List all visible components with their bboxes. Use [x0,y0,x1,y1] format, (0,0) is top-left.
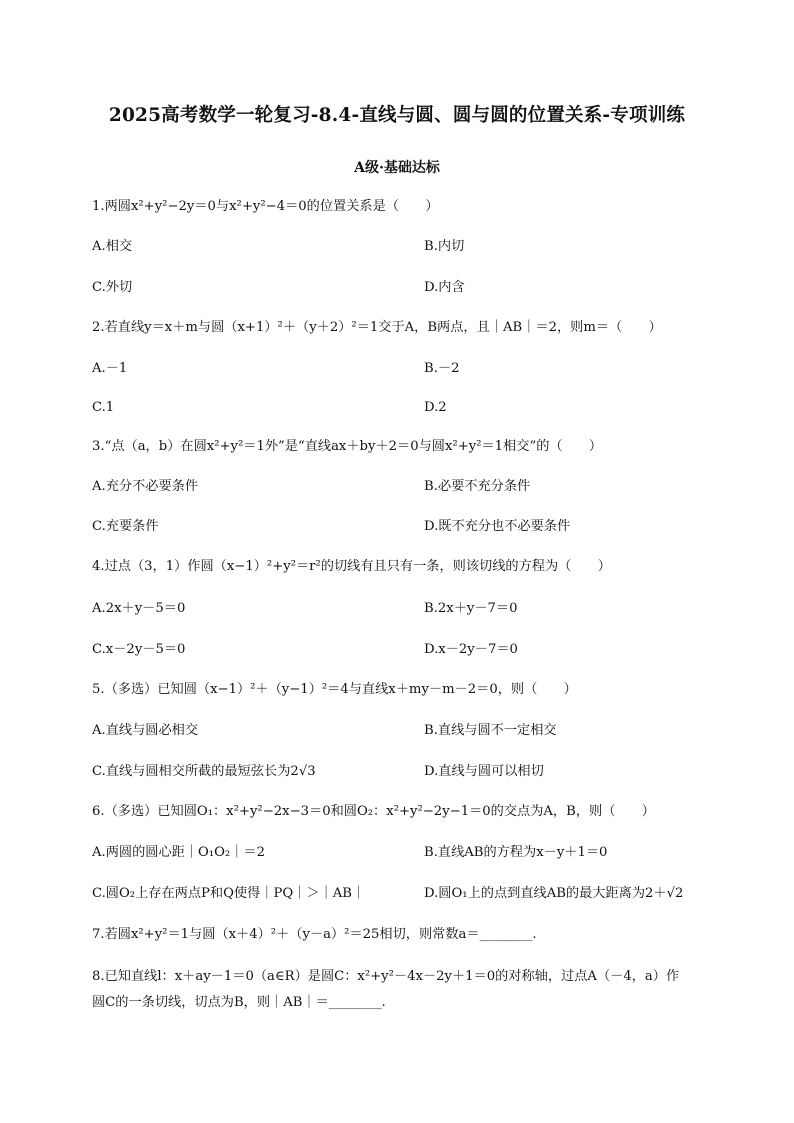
section-heading: A级·基础达标 [354,160,440,176]
question-1-option-b: B.内切 [424,239,465,254]
question-3-option-d: D.既不充分也不必要条件 [424,519,571,534]
question-2-option-b: B.－2 [424,361,460,376]
question-3-option-b: B.必要不充分条件 [424,479,531,494]
question-2-option-c: C.1 [92,400,115,415]
question-6-stem: 6.（多选）已知圆O₁：x²+y²−2x−3＝0和圆O₂：x²+y²−2y−1＝0的交点为A，B，则（ ） [92,804,655,819]
question-5-stem: 5.（多选）已知圆（x−1）²＋（y−1）²＝4与直线x＋my－m－2＝0，则（ ） [92,682,577,697]
question-8-stem: 8.已知直线l：x＋ay－1＝0（a∈R）是圆C：x²+y²－4x－2y＋1＝0的对称轴，过点A（－4，a）作 [92,969,680,984]
question-6-option-b: B.直线AB的方程为x－y＋1＝0 [424,845,608,860]
document-title: 2025高考数学一轮复习-8.4-直线与圆、圆与圆的位置关系-专项训练 [108,105,686,126]
question-3-option-c: C.充要条件 [92,519,159,534]
question-2-option-a: A.－1 [92,361,128,376]
question-5-option-b: B.直线与圆不一定相交 [424,723,557,738]
question-6-option-c: C.圆O₂上存在两点P和Q使得｜PQ｜＞｜AB｜ [92,886,366,901]
question-2-stem: 2.若直线y＝x＋m与圆（x+1）²＋（y＋2）²＝1交于A，B两点，且｜AB｜＝2，则m＝（ ） [92,320,662,335]
question-4-stem: 4.过点（3，1）作圆（x−1）²+y²＝r²的切线有且只有一条，则该切线的方程为（ ） [92,559,611,574]
question-1-option-a: A.相交 [92,239,133,254]
question-6-option-d: D.圆O₁上的点到直线AB的最大距离为2＋√2 [424,886,684,901]
question-5-option-a: A.直线与圆必相交 [92,723,199,738]
question-1-option-c: C.外切 [92,280,133,295]
question-5-option-c: C.直线与圆相交所截的最短弦长为2√3 [92,764,316,779]
question-4-option-c: C.x－2y－5＝0 [92,642,186,657]
question-5-option-d: D.直线与圆可以相切 [424,764,544,779]
question-4-option-a: A.2x＋y－5＝0 [92,601,186,616]
question-4-option-d: D.x－2y－7＝0 [424,642,518,657]
question-8-stem-continued: 圆C的一条切线，切点为B，则｜AB｜＝________. [92,995,386,1010]
question-6-option-a: A.两圆的圆心距｜O₁O₂｜＝2 [92,845,265,860]
question-3-stem: 3.“点（a，b）在圆x²+y²＝1外”是“直线ax＋by＋2＝0与圆x²+y²＝1相交”的（ ） [92,439,603,454]
question-2-option-d: D.2 [424,400,447,415]
question-4-option-b: B.2x＋y－7＝0 [424,601,518,616]
question-7-stem: 7.若圆x²+y²＝1与圆（x＋4）²＋（y－a）²＝25相切，则常数a＝________. [92,927,537,942]
question-1-option-d: D.内含 [424,280,465,295]
question-3-option-a: A.充分不必要条件 [92,479,199,494]
question-1-stem: 1.两圆x²+y²−2y＝0与x²+y²−4＝0的位置关系是（ ） [92,199,439,214]
